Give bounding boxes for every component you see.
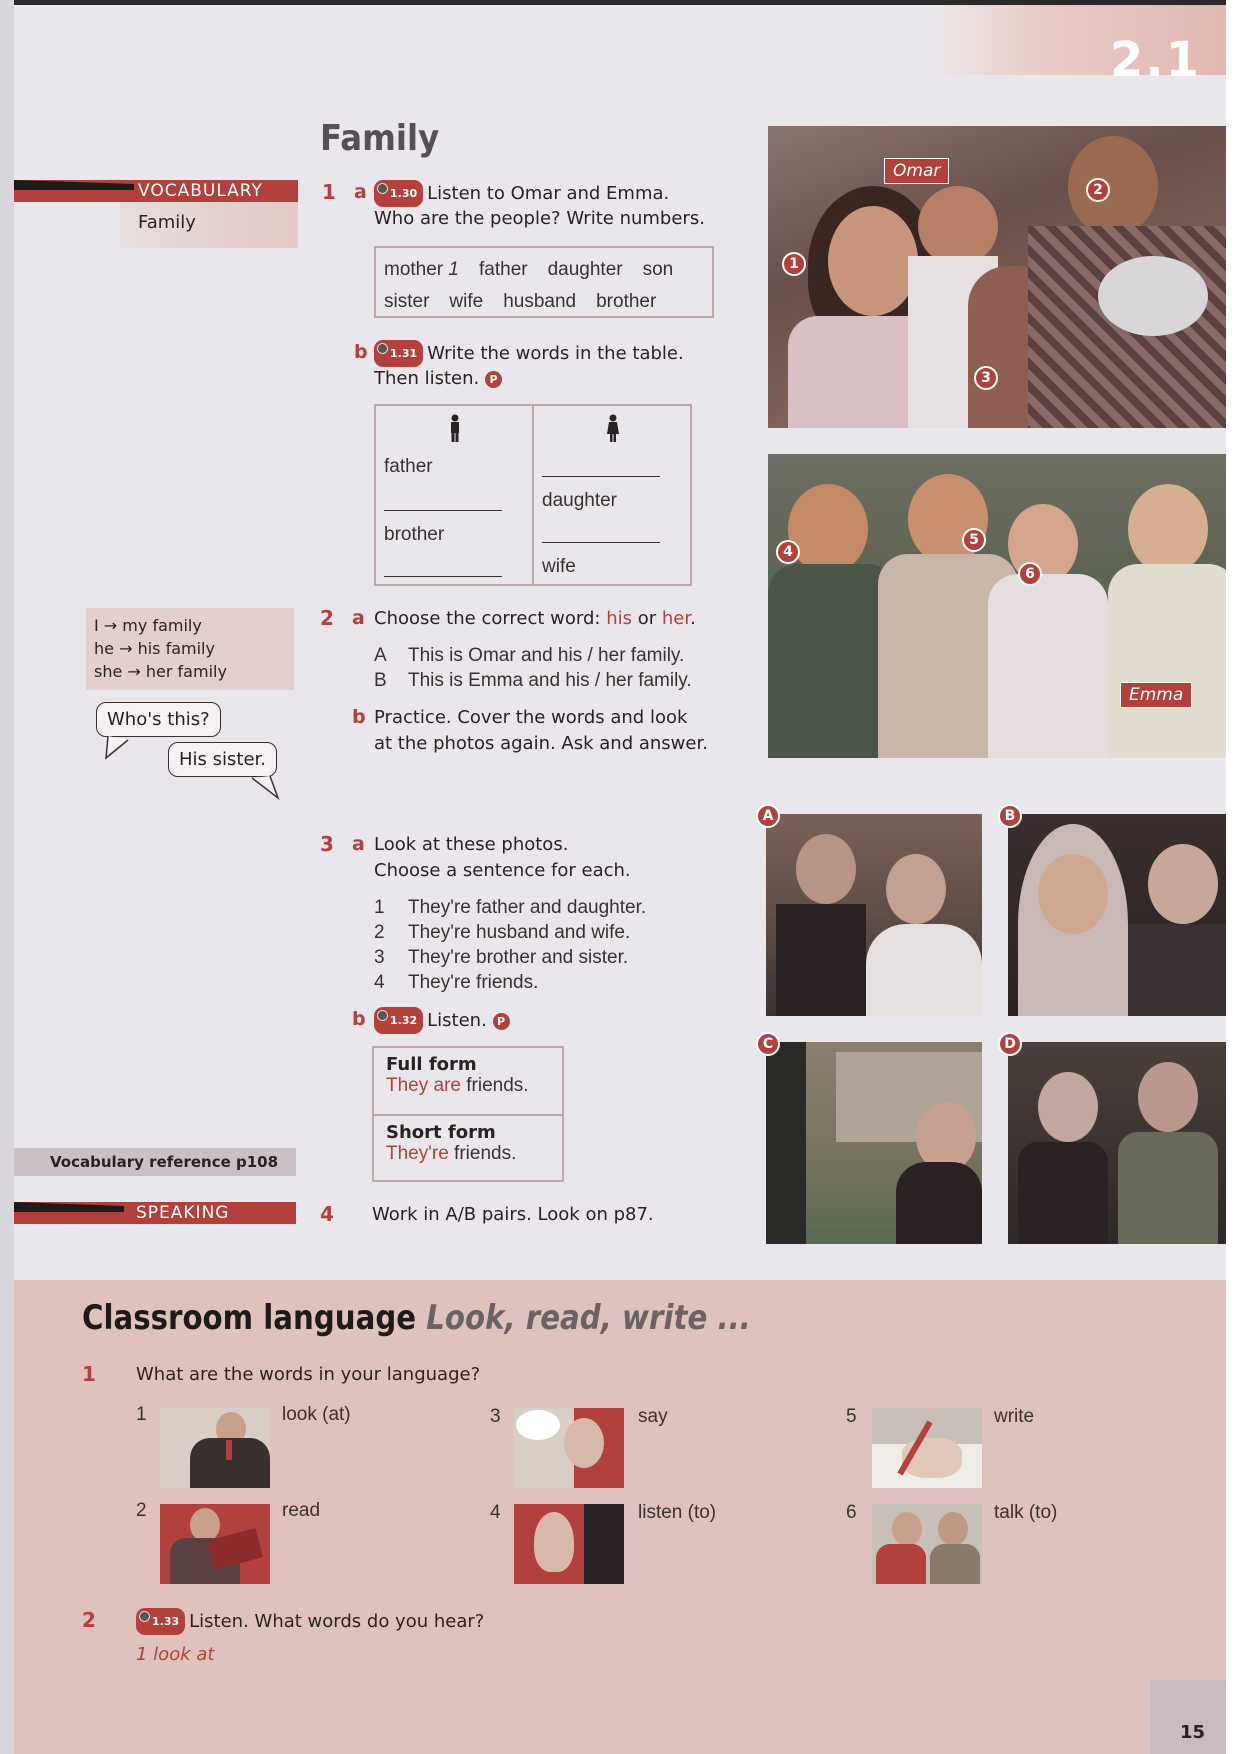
sentence-3: 3 They're brother and sister. (374, 947, 629, 968)
exercise-3-number: 3 (320, 832, 334, 856)
exercise-3a-instruction: Look at these photos. (374, 834, 569, 855)
sentence-4: 4 They're friends. (374, 972, 539, 993)
badge-4: 4 (776, 540, 800, 564)
omar-label: Omar (884, 158, 949, 184)
bubble-answer-text: His sister. (179, 749, 266, 770)
photo-c-friends (766, 1042, 982, 1244)
gender-table (374, 404, 692, 586)
cd-track-icon[interactable]: 1.31 (374, 340, 423, 367)
word-row-2 (384, 286, 704, 318)
classroom-q2-example: 1 look at (136, 1644, 215, 1665)
vocabulary-tab-label: VOCABULARY (138, 181, 263, 201)
family-word-box (374, 246, 714, 318)
male-column (376, 406, 532, 584)
word-son: son (642, 259, 674, 280)
speaking-tab (14, 1202, 296, 1230)
full-form-example: They are friends. (386, 1075, 529, 1096)
exercise-4-instruction: Work in A/B pairs. Look on p87. (372, 1204, 654, 1225)
badge-2: 2 (1086, 178, 1110, 202)
exercise-2a-item-a: A This is Omar and his / her family. (374, 645, 685, 666)
cl-item-1-word: look (at) (282, 1404, 351, 1425)
exercise-1a-letter: a (354, 181, 367, 203)
look-at-illustration (160, 1408, 270, 1488)
exercise-2b-instruction: Practice. Cover the words and look (374, 707, 688, 728)
unit-number: 2.1 (1110, 32, 1202, 88)
sentence-1: 1 They're father and daughter. (374, 897, 647, 918)
say-illustration (514, 1408, 624, 1488)
exercise-2-number: 2 (320, 606, 334, 630)
vocabulary-subtopic-label: Family (138, 212, 196, 233)
page-title: Family (320, 118, 440, 159)
exercise-1b-instruction-2: Then listen. P (374, 366, 502, 391)
exercise-2b-instruction-2: at the photos again. Ask and answer. (374, 733, 708, 754)
photo-a-wedding (766, 814, 982, 1016)
photo-b-bride-father (1008, 814, 1226, 1016)
photo-omar-family (768, 126, 1226, 428)
classroom-q1-text: What are the words in your language? (136, 1364, 481, 1385)
cl-item-5-number: 5 (846, 1406, 857, 1427)
male-word-1: father (384, 456, 433, 477)
classroom-q2-number: 2 (82, 1608, 96, 1632)
classroom-q2-text: 1.33 Listen. What words do you hear? (136, 1608, 484, 1635)
female-word-1: daughter (542, 490, 618, 511)
exercise-3b-letter: b (352, 1008, 366, 1030)
cd-track-icon[interactable]: 1.33 (136, 1608, 185, 1635)
bubble-question-text: Who's this? (107, 709, 210, 730)
page-right-margin (1226, 0, 1240, 1754)
badge-d: D (998, 1032, 1022, 1056)
answer-line[interactable] (542, 542, 660, 543)
word-row-1 (384, 254, 704, 286)
exercise-3a-instruction-2: Choose a sentence for each. (374, 860, 631, 881)
exercise-1a-instruction: 1.30 Listen to Omar and Emma. (374, 180, 669, 207)
exercise-2a-instruction: Choose the correct word: his or her. (374, 608, 696, 629)
female-column (532, 406, 690, 584)
word-sister: sister (384, 291, 430, 312)
emma-label: Emma (1120, 682, 1192, 708)
cl-item-2-number: 2 (136, 1500, 147, 1521)
male-word-2: brother (384, 524, 445, 545)
talk-to-illustration (872, 1504, 982, 1584)
speech-bubble-question (96, 702, 221, 737)
bubble-tail-answer (250, 776, 284, 802)
full-form-cell (374, 1048, 562, 1114)
vocabulary-reference: Vocabulary reference p108 (14, 1148, 296, 1176)
cd-track-icon[interactable]: 1.30 (374, 180, 423, 207)
badge-a: A (756, 804, 780, 828)
classroom-q1-number: 1 (82, 1362, 96, 1386)
badge-1: 1 (782, 252, 806, 276)
badge-c: C (756, 1032, 780, 1056)
female-word-2: wife (542, 556, 576, 577)
word-father: father (479, 259, 528, 280)
exercise-1a-instruction-2: Who are the people? Write numbers. (374, 208, 705, 229)
form-table (372, 1046, 564, 1182)
exercise-1b-letter: b (354, 341, 368, 363)
female-figure-icon (606, 414, 620, 442)
exercise-2a-item-b: B This is Emma and his / her family. (374, 670, 692, 691)
badge-6: 6 (1018, 562, 1042, 586)
answer-line[interactable] (384, 576, 502, 577)
word-brother: brother (596, 291, 657, 312)
full-form-heading: Full form (386, 1054, 477, 1075)
classroom-subtitle: Look, read, write ... (426, 1298, 751, 1338)
badge-3: 3 (974, 366, 998, 390)
cl-item-6-word: talk (to) (994, 1502, 1058, 1523)
word-mother: mother 1 (384, 259, 459, 280)
badge-5: 5 (962, 528, 986, 552)
exercise-2a-letter: a (352, 607, 365, 629)
cl-item-1-number: 1 (136, 1404, 147, 1425)
word-husband: husband (503, 291, 577, 312)
exercise-2b-letter: b (352, 706, 366, 728)
mother-answer: 1 (448, 259, 459, 280)
exercise-1-number: 1 (322, 180, 336, 204)
male-figure-icon (448, 414, 462, 442)
cl-item-6-number: 6 (846, 1502, 857, 1523)
cl-item-4-word: listen (to) (638, 1502, 717, 1523)
hint-line-2: he → his family (94, 639, 215, 658)
photo-d-siblings (1008, 1042, 1226, 1244)
cl-item-2-word: read (282, 1500, 321, 1521)
listen-to-illustration (514, 1504, 624, 1584)
write-illustration (872, 1408, 982, 1488)
cl-item-3-number: 3 (490, 1406, 501, 1427)
short-form-heading: Short form (386, 1122, 496, 1143)
exercise-4-number: 4 (320, 1202, 334, 1226)
exercise-3b-instruction: 1.32 Listen. P (374, 1007, 510, 1034)
exercise-3a-letter: a (352, 833, 365, 855)
badge-b: B (998, 804, 1022, 828)
classroom-title-main: Classroom language (82, 1298, 417, 1338)
short-form-example: They're friends. (386, 1143, 517, 1164)
page-number: 15 (1180, 1722, 1206, 1743)
answer-line[interactable] (542, 476, 660, 477)
word-wife: wife (449, 291, 484, 312)
hint-line-3: she → her family (94, 662, 227, 681)
pronunciation-icon[interactable]: P (485, 371, 502, 388)
hint-line-1: I → my family (94, 616, 202, 635)
cl-item-4-number: 4 (490, 1502, 501, 1523)
page-left-margin (0, 0, 14, 1754)
classroom-title (82, 1298, 751, 1338)
answer-line[interactable] (384, 510, 502, 511)
speaking-tab-label: SPEAKING (136, 1203, 230, 1223)
sentence-2: 2 They're husband and wife. (374, 922, 631, 943)
photo-emma-family (768, 454, 1226, 758)
vocabulary-subtopic (120, 202, 298, 248)
possessives-hint (86, 608, 294, 690)
read-illustration (160, 1504, 270, 1584)
pronunciation-icon[interactable]: P (493, 1013, 510, 1030)
speech-bubble-answer (168, 742, 277, 777)
cl-item-3-word: say (638, 1406, 668, 1427)
short-form-cell (374, 1114, 562, 1180)
exercise-1b-instruction: 1.31 Write the words in the table. (374, 340, 684, 367)
word-daughter: daughter (547, 259, 623, 280)
bubble-tail-question (104, 736, 134, 762)
cl-item-5-word: write (994, 1406, 1035, 1427)
cd-track-icon[interactable]: 1.32 (374, 1007, 423, 1034)
